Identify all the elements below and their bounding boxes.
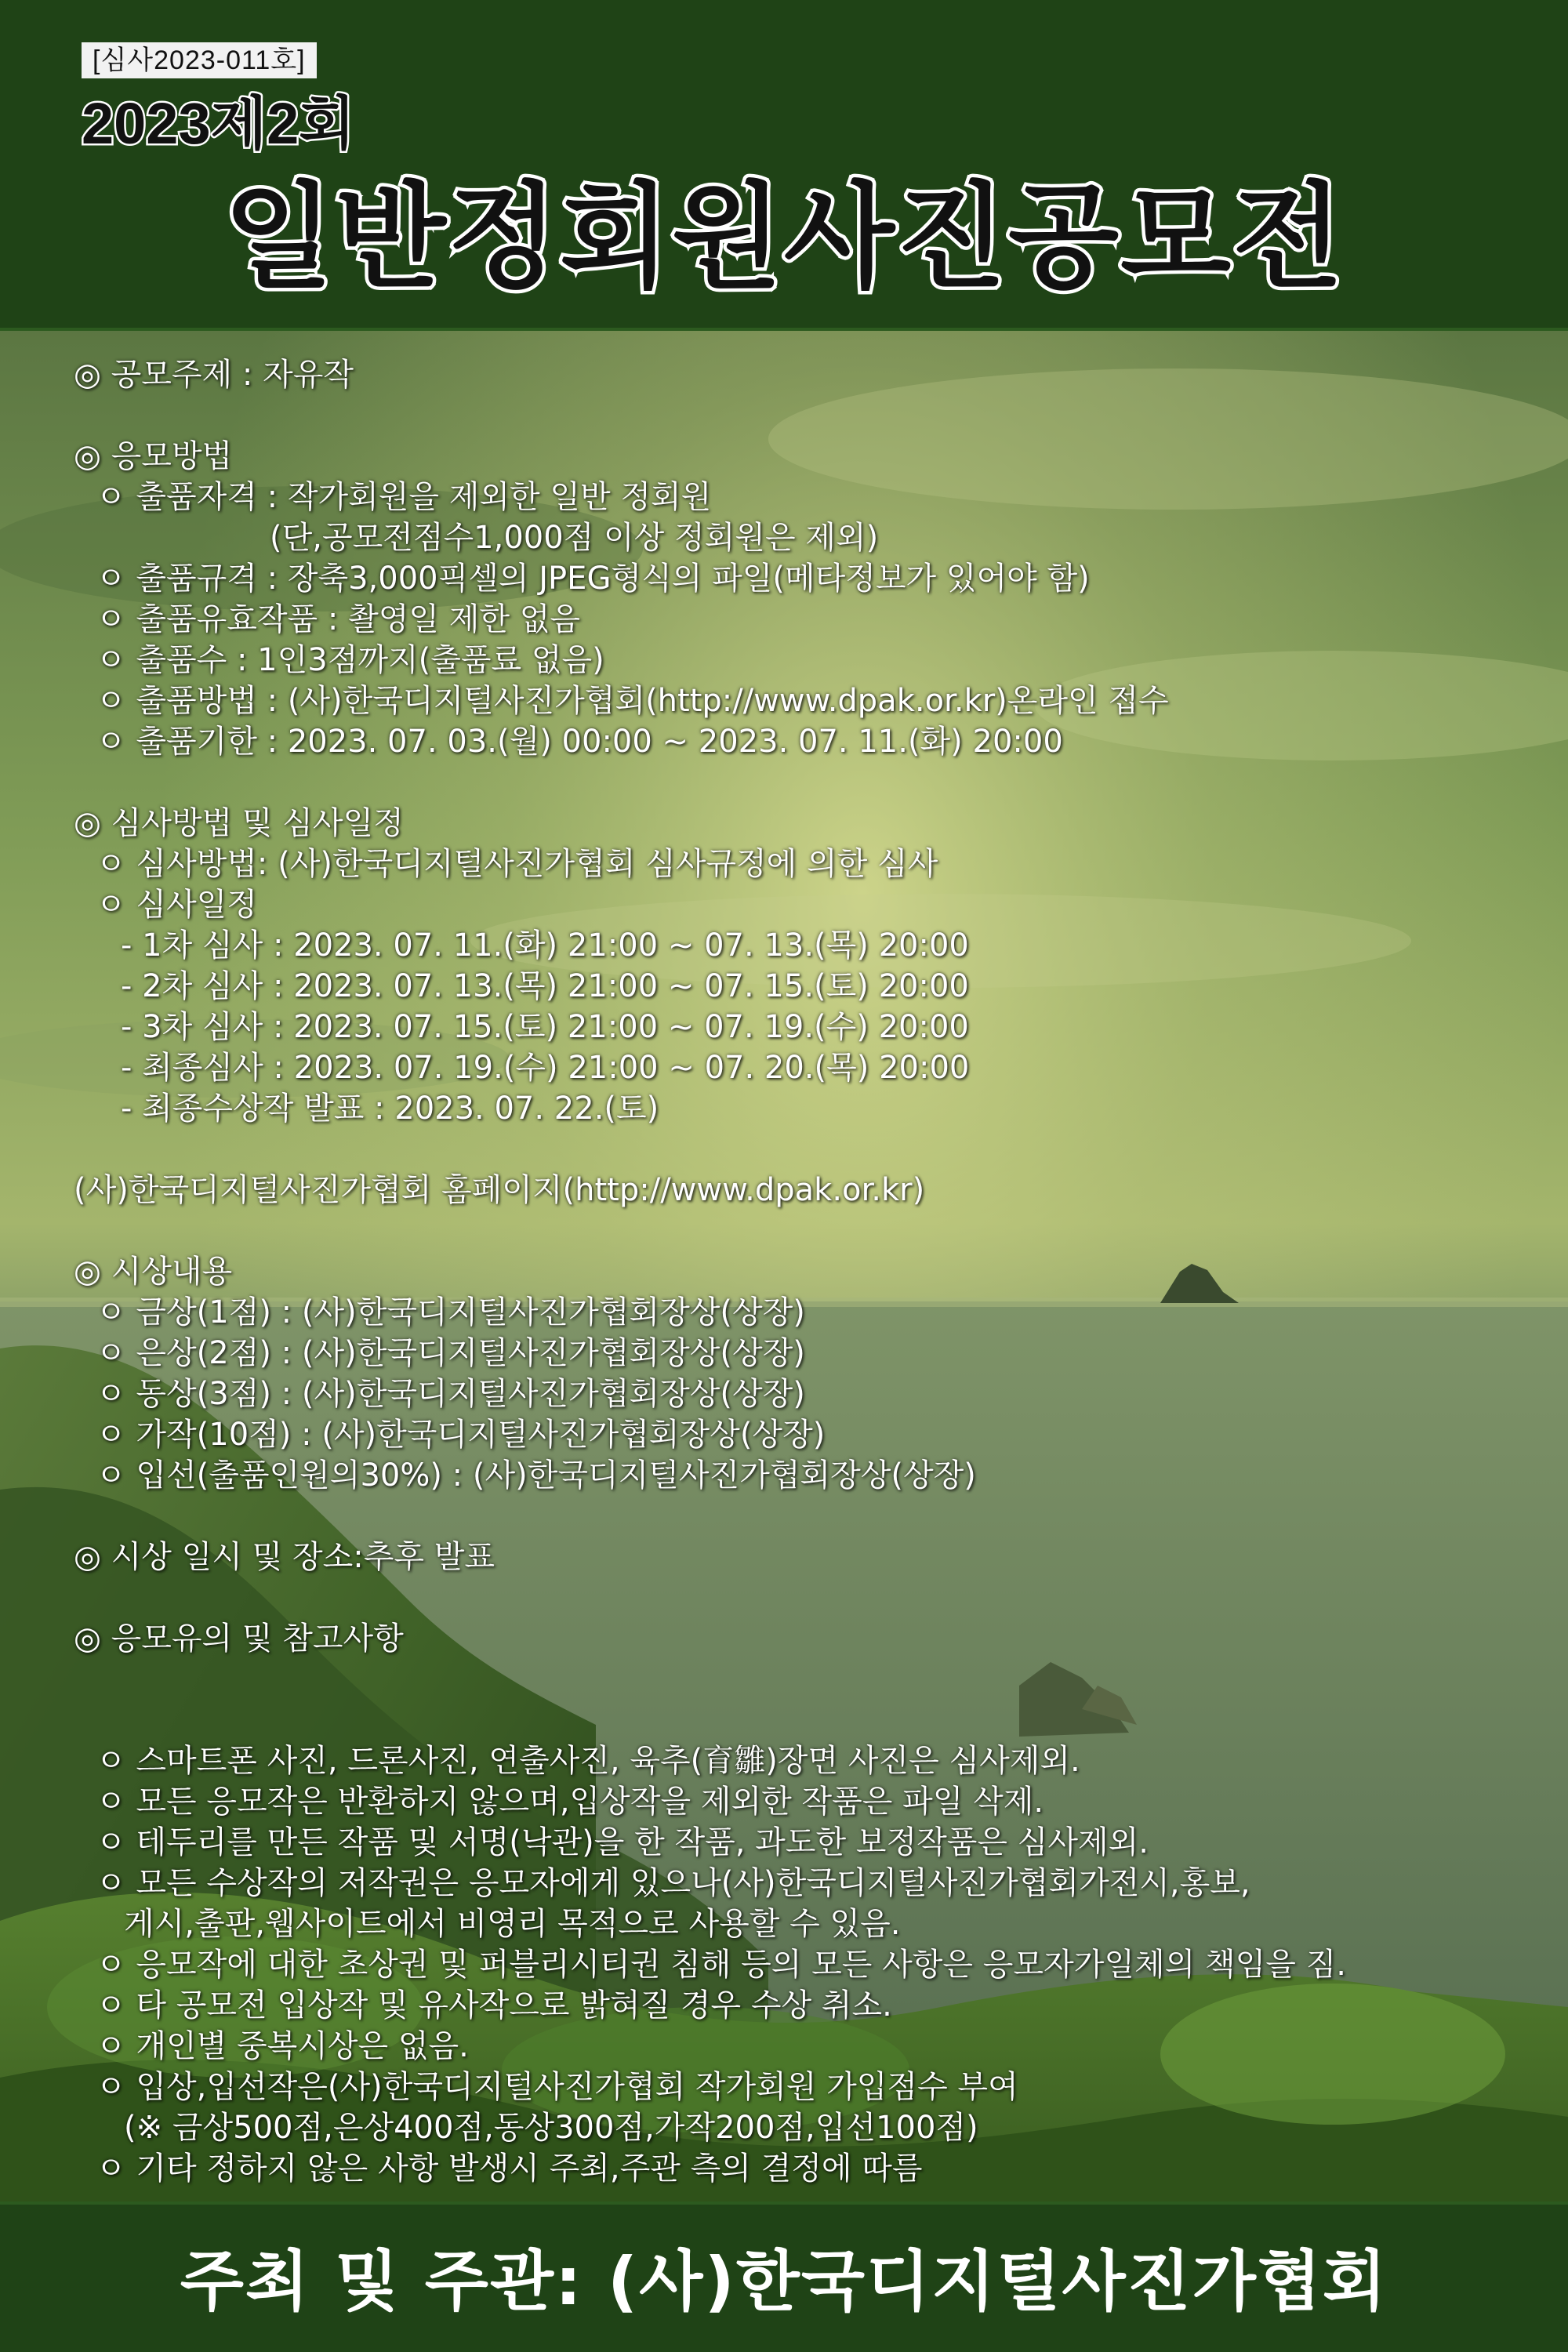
list-item: ㅇ 타 공모전 입상작 및 유사작으로 밝혀질 경우 수상 취소. [96,1987,892,2024]
edition-title: 2023제2회 [82,91,355,156]
list-item: (단,공모전점수1,000점 이상 정회원은 제외) [270,520,879,556]
list-item: ㅇ 출품기한 : 2023. 07. 03.(월) 00:00 ~ 2023. 07. 11.(화) 20:00 [96,724,1063,760]
list-item: ㅇ 가작(10점) : (사)한국디지털사진가협회장상(상장) [96,1417,826,1453]
list-item: ㅇ 스마트폰 사진, 드론사진, 연출사진, 육추(育雛)장면 사진은 심사제외. [96,1743,1080,1779]
list-item: ㅇ 심사일정 [96,887,257,923]
list-item: ㅇ 동상(3점) : (사)한국디지털사진가협회장상(상장) [96,1376,805,1412]
list-item: ㅇ 출품자격 : 작가회원을 제외한 일반 정회원 [96,479,712,515]
list-item: 게시,출판,웹사이트에서 비영리 목적으로 사용할 수 있음. [124,1906,901,1942]
schedule-item: - 1차 심사 : 2023. 07. 11.(화) 21:00 ~ 07. 13.(목) 20:00 [121,927,969,964]
list-item: ㅇ 응모작에 대한 초상권 및 퍼블리시티권 침해 등의 모든 사항은 응모자가일체의 책임을 짐. [96,1947,1346,1983]
schedule-item: - 최종심사 : 2023. 07. 19.(수) 21:00 ~ 07. 20.(목) 20:00 [121,1050,970,1086]
method-heading: ◎ 응모방법 [74,438,233,474]
list-item: ㅇ 출품규격 : 장축3,000픽셀의 JPEG형식의 파일(메타정보가 있어야 함) [96,561,1090,597]
list-item: ㅇ 입상,입선작은(사)한국디지털사진가협회 작가회원 가입점수 부여 [96,2069,1018,2105]
organizer-text: 주최 및 주관: (사)한국디지털사진가협회 [180,2243,1388,2320]
list-item: ㅇ 은상(2점) : (사)한국디지털사진가협회장상(상장) [96,1335,805,1371]
header-banner [0,0,1568,331]
page-title: 일반정회원사진공모전 [223,171,1345,304]
footer-banner [0,2201,1568,2352]
list-item: ㅇ 모든 응모작은 반환하지 않으며,입상작을 제외한 작품은 파일 삭제. [96,1784,1044,1820]
list-item: ㅇ 출품수 : 1인3점까지(출품료 없음) [96,642,604,678]
notes-heading: ◎ 응모유의 및 참고사항 [74,1621,404,1657]
schedule-item: - 최종수상작 발표 : 2023. 07. 22.(토) [121,1091,659,1127]
list-item: (※ 금상500점,은상400점,동상300점,가작200점,입선100점) [124,2110,978,2146]
list-item: ㅇ 테두리를 만든 작품 및 서명(낙관)을 한 작품, 과도한 보정작품은 심사제외. [96,1824,1149,1860]
theme-line: ◎ 공모주제 : 자유작 [74,357,354,393]
list-item: ㅇ 출품유효작품 : 촬영일 제한 없음 [96,601,581,637]
list-item: ㅇ 입선(출품인원의30%) : (사)한국디지털사진가협회장상(상장) [96,1457,976,1494]
awards-heading: ◎ 시상내용 [74,1254,233,1290]
list-item: ㅇ 출품방법 : (사)한국디지털사진가협회(http://www.dpak.or.kr)온라인 접수 [96,683,1169,719]
homepage-line: (사)한국디지털사진가협회 홈페이지(http://www.dpak.or.kr) [74,1172,925,1208]
ceremony-line: ◎ 시상 일시 및 장소:추후 발표 [74,1539,495,1575]
schedule-item: - 2차 심사 : 2023. 07. 13.(목) 21:00 ~ 07. 15.(토) 20:00 [121,968,969,1004]
serial-number-label: [심사2023-011호] [82,42,317,78]
list-item: ㅇ 금상(1점) : (사)한국디지털사진가협회장상(상장) [96,1294,805,1330]
list-item: ㅇ 개인별 중복시상은 없음. [96,2028,469,2064]
contest-details [74,354,1548,2189]
list-item: ㅇ 모든 수상작의 저작권은 응모자에게 있으나(사)한국디지털사진가협회가전시,홍보, [96,1865,1250,1901]
list-item: ㅇ 기타 정하지 않은 사항 발생시 주최,주관 측의 결정에 따름 [96,2151,923,2187]
schedule-item: - 3차 심사 : 2023. 07. 15.(토) 21:00 ~ 07. 19.(수) 20:00 [121,1009,969,1045]
list-item: ㅇ 심사방법: (사)한국디지털사진가협회 심사규정에 의한 심사 [96,846,938,882]
judging-heading: ◎ 심사방법 및 심사일정 [74,805,404,841]
